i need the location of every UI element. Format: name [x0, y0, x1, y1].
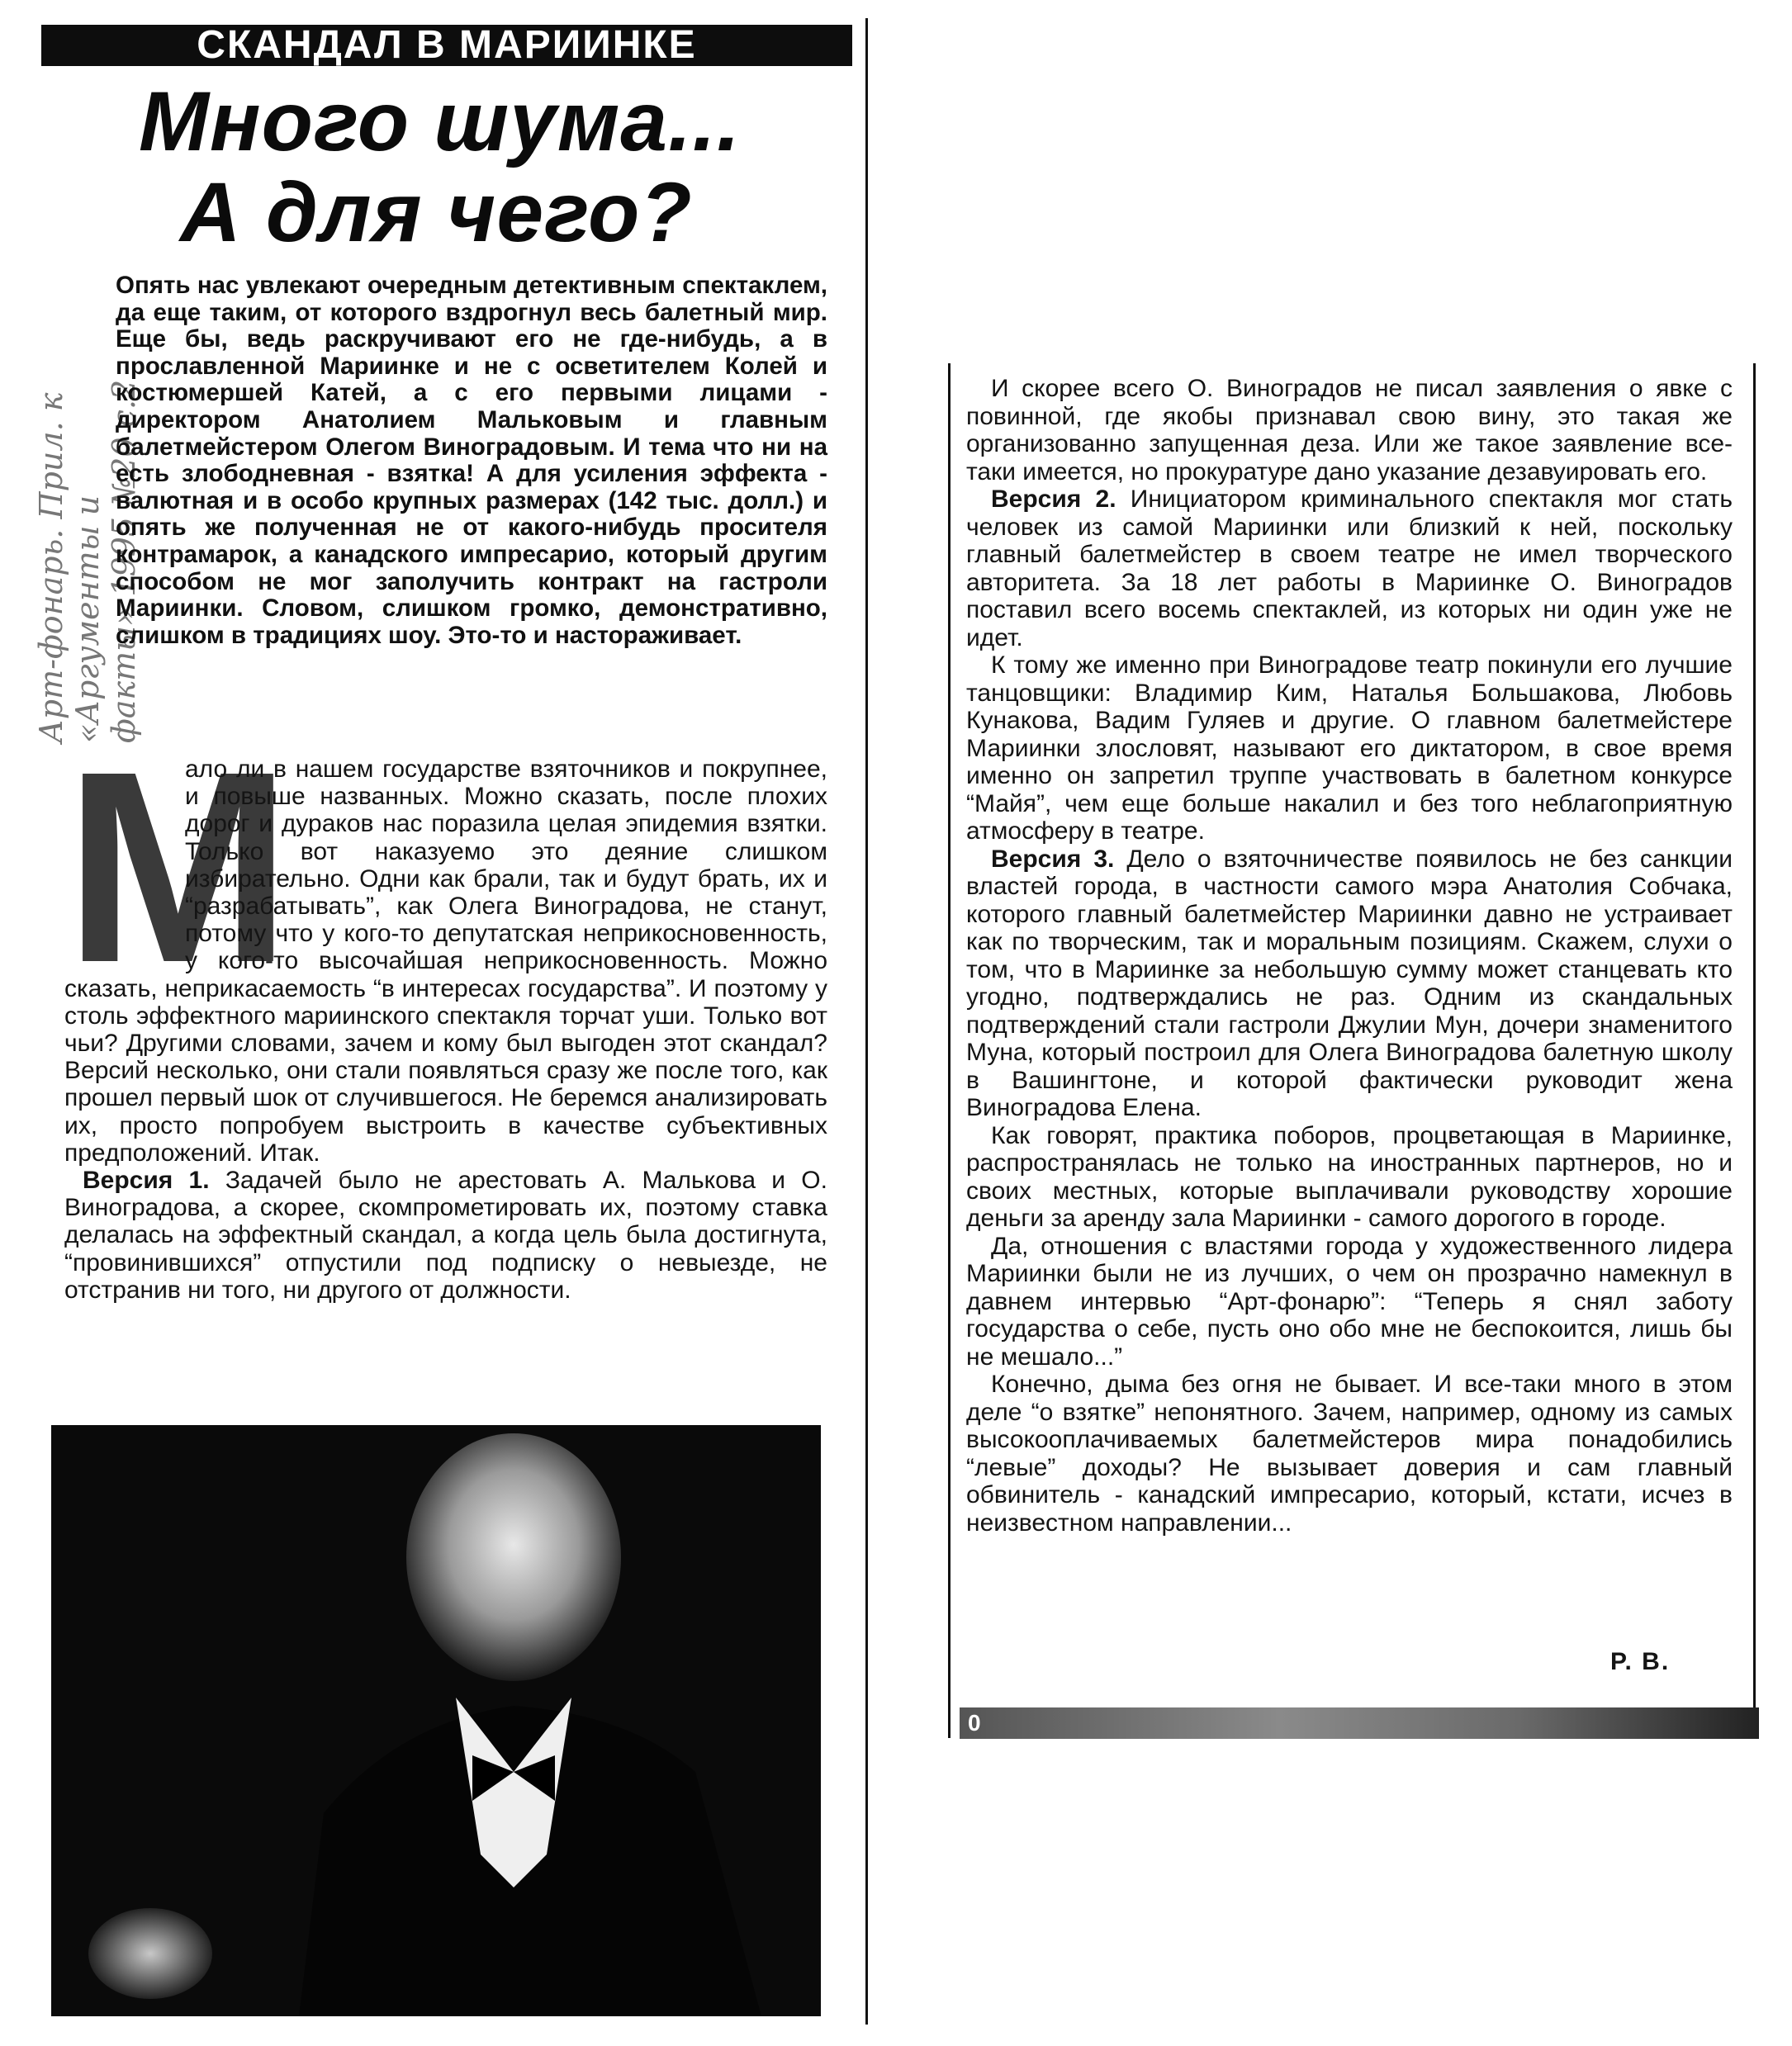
version-3-label: Версия 3. — [991, 845, 1115, 873]
version-1-label: Версия 1. — [83, 1167, 210, 1195]
version-3-text: Дело о взяточничестве появилось не без санкции властей города, в частности самого мэра Анатолия Собчака, которого главный балетмейстер Мариинки давно не устраивает как по творческим, так и моральным позициям. Скажем, слухи о том, что в Мариинке за небольшую сумму может станцевать кто угодно, подтверждались не раз. Одним из скандальных подтверждений стали гастроли Джулии Мун, дочери знаменитого Муна, который построил для Олега Виноградова балетную школу в Вашингтоне, и которой фактически руководит жена Виноградова Елена. — [966, 845, 1733, 1121]
footer-bar — [960, 1707, 1759, 1739]
drop-cap: М — [64, 714, 292, 1019]
headline — [139, 76, 849, 258]
face-shape — [406, 1433, 621, 1681]
hand-shape — [88, 1908, 212, 1999]
portrait-photo-svg — [51, 1425, 821, 2016]
version-2-paragraph — [966, 485, 1733, 651]
article-body-right — [966, 375, 1733, 1537]
rubric-banner: СКАНДАЛ В МАРИИНКЕ — [41, 25, 852, 66]
version-2-label: Версия 2. — [991, 485, 1116, 513]
article-body-left — [64, 714, 827, 1304]
body-paragraph: К тому же именно при Виноградове театр покинули его лучшие танцовщики: Владимир Ким, Наталья Большакова, Любовь Кунакова, Вадим Гуляев и другие. О главном балетмейстере Мариинки злословят, называют его диктатором, в свое время именно он запретил труппе участвовать в балетном конкурсе “Майя”, чем еще больше накалил и без того неблагоприятную атмосферу в театре. — [966, 651, 1733, 845]
portrait-photo — [51, 1425, 821, 2016]
version-1-paragraph — [64, 1167, 827, 1304]
body-paragraph: Конечно, дыма без огня не бывает. И все-таки много в этом деле “о взятке” непонятного. Зачем, например, одному из самых высокооплачиваемых балетмейстеров мира понадобились “левые” доходы? Не вызывает доверия и сам главный обвинитель - канадский импресарио, который, кстати, исчез в неизвестном направлении... — [966, 1371, 1733, 1537]
version-2-text: Инициатором криминального спектакля мог стать человек из самой Мариинки или близкий к ней, поскольку главный балетмейстер в своем театре не имел творческого авторитета. За 18 лет работы в Мариинке О. Виноградов поставил всего восемь спектаклей, из которых ни один уже не идет. — [966, 485, 1733, 651]
body-paragraph: Как говорят, практика поборов, процветающая в Мариинке, распространялась не только на иностранных партнеров, но и своих местных, которые выплачивали руководству хорошие деньги за аренду зала Мариинки - самого дорогого в городе. — [966, 1121, 1733, 1232]
version-3-paragraph — [966, 845, 1733, 1122]
body-paragraph: И скорее всего О. Виноградов не писал заявления о явке с повинной, где якобы признавал свою вину, это такая же организованно запущенная деза. Или же такое заявление все-таки имеется, но прокуратуре дано указание дезавуировать его. — [966, 375, 1733, 485]
drop-cap-spacer — [64, 714, 292, 1019]
version-1-text: Задачей было не арестовать А. Малькова и О. Виноградова, а скорее, скомпрометировать их, поэтому ставка делалась на эффектный скандал, а когда цель была достигнута, “провинившихся” отпустили под подписку о невыезде, не отстранив ни того, ни другого от должности. — [64, 1167, 827, 1304]
author-signature: Р. В. — [1610, 1648, 1671, 1675]
body-paragraph: Да, отношения с властями города у художественного лидера Мариинки были не из лучших, о чем он прозрачно намекнул в давнем интервью “Арт-фонарю”: “Теперь я снял заботу государства о себе, пусть оно обо мне не беспокоится, лишь бы не мешало...” — [966, 1232, 1733, 1371]
headline-line-1: Много шума... — [139, 74, 742, 168]
headline-line-2: А для чего? — [180, 165, 693, 259]
page-number: 0 — [968, 1710, 981, 1736]
handwritten-note: Арт-фонарь. Прил. к «Аргументы и факты» 1995 №20 с.2 — [33, 379, 142, 743]
lead-paragraph: Опять нас увлекают очередным детективным спектаклем, да еще таким, от которого вздрогнул весь балетный мир. Еще бы, ведь раскручивают его не где-нибудь, а в прославленной Мариинке и не с осветителем Колей и костюмершей Катей, а с его первыми лицами - директором Анатолием Мальковым и главным балетмейстером Олегом Виноградовым. И тема что ни на есть злободневная - взятка! А для усиления эффекта - валютная и в особо крупных размерах (142 тыс. долл.) и опять же полученная не от какого-нибудь просителя контрамарок, а канадского импресарио, который другим способом не мог заполучить контракт на гастроли Мариинки. Словом, слишком громко, демонстративно, слишком в традициях шоу. Это-то и настораживает. — [116, 272, 827, 649]
body-paragraph: ало ли в нашем государстве взяточников и покрупнее, и повыше названных. Можно сказать, после плохих дорог и дураков нас поразила целая эпидемия взятки. Только вот наказуемо это деяние слишком избирательно. Одни как брали, так и будут брать, их и “разрабатывать”, как Олега Виноградова, не станут, потому что у кого-то депутатская неприкосновенность, у кого-то высочайшая неприкосновенность. Можно сказать, неприкасаемость “в интересах государства”. И поэтому у столь эффектного мариинского спектакля торчат уши. Только вот чьи? Другими словами, зачем и кому был выгоден этот скандал? Версий несколько, они стали появляться сразу же после того, как прошел первый шок от случившегося. Не беремся анализировать их, просто попробуем выстроить в качестве субъективных предположений. Итак. — [64, 755, 827, 1167]
